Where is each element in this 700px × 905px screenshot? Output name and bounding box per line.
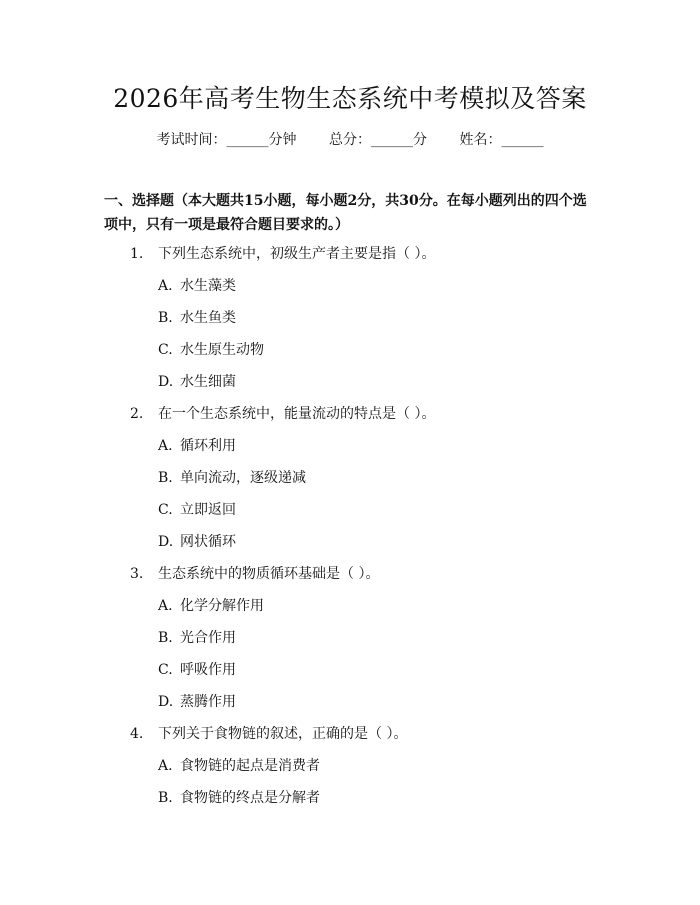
question-list	[0, 242, 700, 818]
page-title: 2026年高考生物生态系统中考模拟及答案	[113, 84, 587, 113]
question-stem	[0, 242, 700, 274]
answer-option	[0, 594, 700, 626]
question-number: 2.	[130, 406, 144, 422]
option-letter: D.	[158, 694, 174, 710]
answer-option	[0, 658, 700, 690]
answer-option	[0, 530, 700, 562]
answer-option	[0, 370, 700, 402]
option-text: 呼吸作用	[180, 662, 236, 678]
option-letter: C.	[158, 662, 173, 678]
answer-option	[0, 626, 700, 658]
section-heading: 一、选择题（本大题共15小题，每小题2分，共30分。在每小题列出的四个选项中，只有一项是最符合题目要求的。）	[104, 193, 587, 233]
total-score-field: 总分：______分	[329, 132, 427, 148]
answer-option	[0, 434, 700, 466]
question-text: 下列关于食物链的叙述，正确的是（ ）。	[158, 726, 408, 742]
question-stem	[0, 562, 700, 594]
option-text: 循环利用	[180, 438, 236, 454]
question-text: 下列生态系统中，初级生产者主要是指（ ）。	[158, 246, 436, 262]
option-letter: A.	[158, 598, 173, 614]
option-letter: B.	[158, 470, 173, 486]
option-letter: B.	[158, 630, 173, 646]
option-letter: A.	[158, 758, 173, 774]
answer-option	[0, 786, 700, 818]
answer-option	[0, 338, 700, 370]
answer-option	[0, 754, 700, 786]
exam-meta	[0, 130, 700, 150]
option-letter: A.	[158, 438, 173, 454]
option-text: 化学分解作用	[180, 598, 264, 614]
option-text: 食物链的起点是消费者	[180, 758, 320, 774]
question-text: 在一个生态系统中，能量流动的特点是（ ）。	[158, 406, 436, 422]
question-number: 3.	[130, 566, 144, 582]
option-text: 网状循环	[180, 534, 236, 550]
exam-time-field: 考试时间：______分钟	[156, 132, 297, 148]
option-text: 光合作用	[180, 630, 236, 646]
option-text: 水生藻类	[180, 278, 236, 294]
answer-option	[0, 690, 700, 722]
answer-option	[0, 466, 700, 498]
option-text: 水生原生动物	[180, 342, 264, 358]
question-stem	[0, 722, 700, 754]
option-letter: D.	[158, 374, 174, 390]
option-letter: C.	[158, 342, 173, 358]
question-stem	[0, 402, 700, 434]
option-letter: D.	[158, 534, 174, 550]
option-letter: A.	[158, 278, 173, 294]
answer-option	[0, 498, 700, 530]
question-number: 4.	[130, 726, 144, 742]
option-letter: B.	[158, 310, 173, 326]
answer-option	[0, 274, 700, 306]
option-text: 食物链的终点是分解者	[180, 790, 320, 806]
option-text: 水生鱼类	[180, 310, 236, 326]
student-name-field: 姓名：______	[459, 132, 544, 148]
question-text: 生态系统中的物质循环基础是（ ）。	[158, 566, 380, 582]
option-text: 蒸腾作用	[180, 694, 236, 710]
answer-option	[0, 306, 700, 338]
option-text: 单向流动，逐级递减	[180, 470, 306, 486]
option-text: 水生细菌	[180, 374, 236, 390]
option-letter: C.	[158, 502, 173, 518]
option-text: 立即返回	[180, 502, 236, 518]
option-letter: B.	[158, 790, 173, 806]
question-number: 1.	[130, 246, 144, 262]
